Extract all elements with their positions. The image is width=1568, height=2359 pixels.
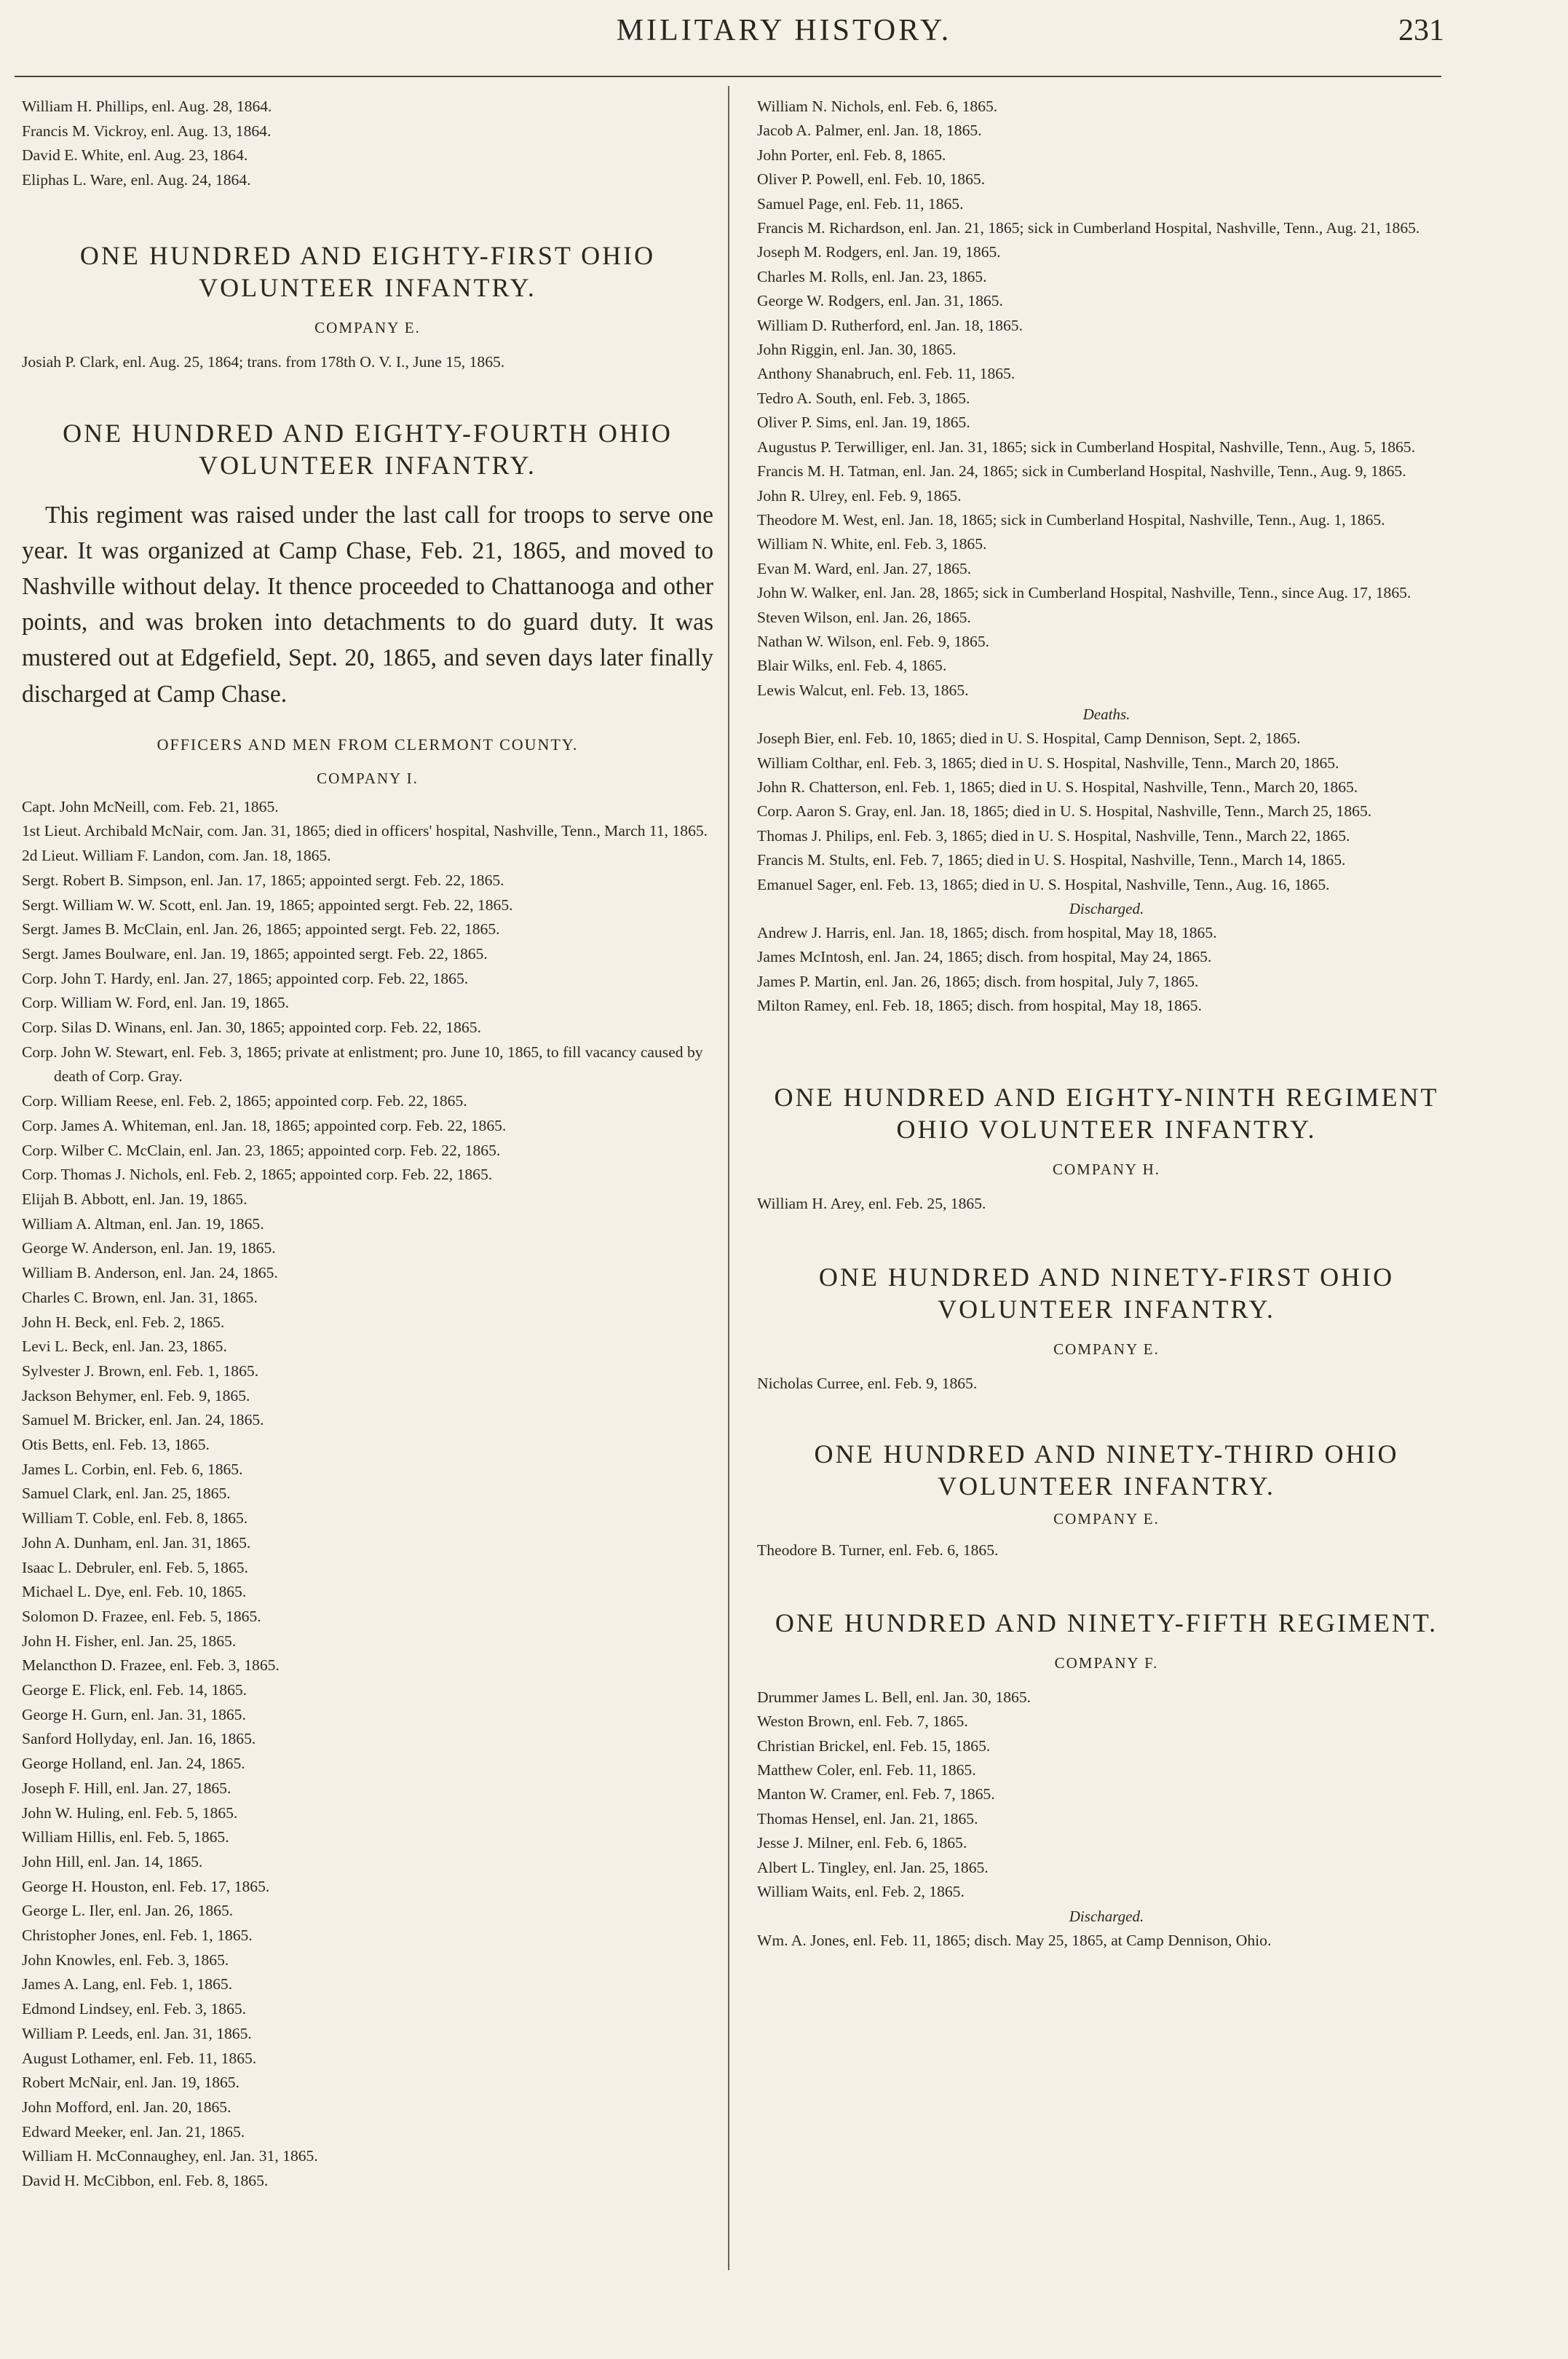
- roster-entry: Blair Wilks, enl. Feb. 4, 1865.: [757, 657, 947, 675]
- roster-entry: William N. White, enl. Feb. 3, 1865.: [757, 535, 987, 553]
- roster-entry: Sylvester J. Brown, enl. Feb. 1, 1865.: [22, 1362, 259, 1380]
- roster-entry: John Riggin, enl. Jan. 30, 1865.: [757, 341, 957, 359]
- roster-entry: Andrew J. Harris, enl. Jan. 18, 1865; disch. from hospital, May 18, 1865.: [757, 924, 1217, 941]
- roster-entry: Francis M. H. Tatman, enl. Jan. 24, 1865; sick in Cumberland Hospital, Nashville, Tenn., Aug. 9, 1865.: [757, 462, 1406, 481]
- left-column: [22, 95, 713, 2194]
- section-181st: [22, 240, 713, 375]
- page-header: [0, 13, 1568, 57]
- roster-entry: Joseph M. Rodgers, enl. Jan. 19, 1865.: [757, 243, 1001, 261]
- roster-entry: Jacob A. Palmer, enl. Jan. 18, 1865.: [757, 122, 982, 140]
- roster-entry: Corp. John W. Stewart, enl. Feb. 3, 1865; private at enlistment; pro. June 10, 1865, to fill vacancy caused by death of Corp. Gray.: [22, 1043, 703, 1086]
- roster-entry: Joseph F. Hill, enl. Jan. 27, 1865.: [22, 1779, 231, 1797]
- roster-entry: Christopher Jones, enl. Feb. 1, 1865.: [22, 1927, 253, 1945]
- roster-entry: August Lothamer, enl. Feb. 11, 1865.: [22, 2049, 257, 2067]
- roster-entry: Levi L. Beck, enl. Jan. 23, 1865.: [22, 1337, 227, 1356]
- roster-entry: James A. Lang, enl. Feb. 1, 1865.: [22, 1975, 233, 1994]
- roster-entry: Francis M. Richardson, enl. Jan. 21, 1865; sick in Cumberland Hospital, Nashville, Tenn., Aug. 21, 1865.: [757, 219, 1420, 237]
- roster-list: [757, 1372, 1456, 1396]
- roster-entry: Joseph Bier, enl. Feb. 10, 1865; died in U. S. Hospital, Camp Dennison, Sept. 2, 1865.: [757, 730, 1301, 748]
- roster-entry: Jackson Behymer, enl. Feb. 9, 1865.: [22, 1386, 250, 1404]
- section-191st: [757, 1261, 1456, 1396]
- roster-entry: Edward Meeker, enl. Jan. 21, 1865.: [22, 2122, 245, 2141]
- section-193rd: [757, 1438, 1456, 1562]
- section-heading: ONE HUNDRED AND EIGHTY-NINTH REGIMENT OHIO VOLUNTEER INFANTRY.: [774, 1082, 1439, 1144]
- roster-entry: Solomon D. Frazee, enl. Feb. 5, 1865.: [22, 1607, 261, 1625]
- roster-entry: 2d Lieut. William F. Landon, com. Jan. 18, 1865.: [22, 847, 331, 865]
- company-heading: COMPANY E.: [1053, 1340, 1160, 1359]
- roster-entry: Evan M. Ward, enl. Jan. 27, 1865.: [757, 559, 972, 577]
- company-heading: COMPANY I.: [317, 769, 419, 787]
- intro-list: [22, 95, 713, 193]
- roster-entry: John A. Dunham, enl. Jan. 31, 1865.: [22, 1533, 251, 1552]
- roster-entry: John Hill, enl. Jan. 14, 1865.: [22, 1852, 203, 1870]
- roster-entry: Eliphas L. Ware, enl. Aug. 24, 1864.: [22, 171, 251, 189]
- roster-entry: Isaac L. Debruler, enl. Feb. 5, 1865.: [22, 1558, 248, 1576]
- roster-entry: George E. Flick, enl. Feb. 14, 1865.: [22, 1681, 248, 1699]
- company-heading: COMPANY E.: [1053, 1510, 1160, 1528]
- roster-entry: Edmond Lindsey, enl. Feb. 3, 1865.: [22, 2000, 247, 2018]
- roster-entry: Milton Ramey, enl. Feb. 18, 1865; disch. from hospital, May 18, 1865.: [757, 997, 1202, 1015]
- roster-entry: Corp. James A. Whiteman, enl. Jan. 18, 1865; appointed corp. Feb. 22, 1865.: [22, 1116, 507, 1134]
- roster-entry: Drummer James L. Bell, enl. Jan. 30, 1865.: [757, 1688, 1032, 1706]
- section-heading: ONE HUNDRED AND EIGHTY-FIRST OHIO VOLUNTEER INFANTRY.: [79, 240, 656, 302]
- section-195th: [757, 1607, 1456, 1953]
- section-heading: ONE HUNDRED AND NINETY-THIRD OHIO VOLUNTEER INFANTRY.: [814, 1439, 1399, 1501]
- roster-entry: John W. Huling, enl. Feb. 5, 1865.: [22, 1803, 238, 1822]
- company-heading: COMPANY H.: [1053, 1160, 1160, 1178]
- roster-entry: John Knowles, enl. Feb. 3, 1865.: [22, 1951, 229, 1969]
- roster-entry: Corp. Silas D. Winans, enl. Jan. 30, 1865; appointed corp. Feb. 22, 1865.: [22, 1019, 481, 1037]
- roster-entry: William B. Anderson, enl. Jan. 24, 1865.: [22, 1264, 278, 1282]
- roster-entry: Otis Betts, enl. Feb. 13, 1865.: [22, 1436, 210, 1454]
- roster-entry: Weston Brown, enl. Feb. 7, 1865.: [757, 1712, 968, 1731]
- roster-entry: James L. Corbin, enl. Feb. 6, 1865.: [22, 1460, 243, 1478]
- discharged-list: [757, 1929, 1456, 1953]
- roster-entry: Nathan W. Wilson, enl. Feb. 9, 1865.: [757, 632, 990, 650]
- roster-entry: William P. Leeds, enl. Jan. 31, 1865.: [22, 2024, 252, 2042]
- roster-entry: Corp. Thomas J. Nichols, enl. Feb. 2, 1865; appointed corp. Feb. 22, 1865.: [22, 1166, 493, 1184]
- roster-entry: Augustus P. Terwilliger, enl. Jan. 31, 1865; sick in Cumberland Hospital, Nashville, Tenn., Aug. 5, 1865.: [757, 438, 1415, 456]
- roster-entry: Michael L. Dye, enl. Feb. 10, 1865.: [22, 1583, 247, 1601]
- roster-entry: William H. Phillips, enl. Aug. 28, 1864.: [22, 98, 272, 115]
- roster-entry: John W. Walker, enl. Jan. 28, 1865; sick in Cumberland Hospital, Nashville, Tenn., since Aug. 17, 1865.: [757, 584, 1411, 602]
- roster-entry: Thomas Hensel, enl. Jan. 21, 1865.: [757, 1809, 978, 1827]
- roster-list: [22, 350, 713, 375]
- roster-entry: William N. Nichols, enl. Feb. 6, 1865.: [757, 98, 998, 115]
- roster-entry: John H. Beck, enl. Feb. 2, 1865.: [22, 1313, 225, 1331]
- roster-entry: Sergt. Robert B. Simpson, enl. Jan. 17, 1865; appointed sergt. Feb. 22, 1865.: [22, 871, 504, 889]
- roster-entry: Manton W. Cramer, enl. Feb. 7, 1865.: [757, 1785, 995, 1803]
- roster-entry: Robert McNair, enl. Jan. 19, 1865.: [22, 2074, 239, 2092]
- roster-entry: Corp. Aaron S. Gray, enl. Jan. 18, 1865; died in U. S. Hospital, Nashville, Tenn., March 25, 1865.: [757, 802, 1372, 821]
- roster-entry: Samuel Page, enl. Feb. 11, 1865.: [757, 194, 964, 213]
- roster-entry: Elijah B. Abbott, enl. Jan. 19, 1865.: [22, 1190, 248, 1208]
- roster-entry: Capt. John McNeill, com. Feb. 21, 1865.: [22, 797, 279, 815]
- roster-entry: Sanford Hollyday, enl. Jan. 16, 1865.: [22, 1730, 256, 1748]
- section-heading: ONE HUNDRED AND EIGHTY-FOURTH OHIO VOLUNTEER INFANTRY.: [63, 418, 673, 480]
- header-rule: [15, 76, 1441, 77]
- roster-entry: William A. Altman, enl. Jan. 19, 1865.: [22, 1214, 264, 1233]
- roster-entry: James McIntosh, enl. Jan. 24, 1865; disch. from hospital, May 24, 1865.: [757, 948, 1212, 966]
- discharged-heading: Discharged.: [1069, 900, 1144, 917]
- deaths-list: [757, 727, 1456, 897]
- roster-entry: Sergt. James Boulware, enl. Jan. 19, 1865; appointed sergt. Feb. 22, 1865.: [22, 944, 488, 963]
- roster-entry: Oliver P. Powell, enl. Feb. 10, 1865.: [757, 170, 986, 189]
- discharged-list: [757, 921, 1456, 1019]
- roster-entry: Emanuel Sager, enl. Feb. 13, 1865; died in U. S. Hospital, Nashville, Tenn., Aug. 16, 1865.: [757, 875, 1330, 893]
- page-number: 231: [1398, 14, 1444, 47]
- section-heading: ONE HUNDRED AND NINETY-FIRST OHIO VOLUNTEER INFANTRY.: [818, 1263, 1395, 1324]
- roster-entry: Corp. John T. Hardy, enl. Jan. 27, 1865; appointed corp. Feb. 22, 1865.: [22, 969, 469, 987]
- section-184th: [22, 417, 713, 2194]
- company-heading: COMPANY E.: [314, 318, 421, 336]
- roster-entry: Sergt. James B. McClain, enl. Jan. 26, 1865; appointed sergt. Feb. 22, 1865.: [22, 920, 500, 939]
- roster-entry: Steven Wilson, enl. Jan. 26, 1865.: [757, 608, 971, 626]
- roster-entry: Francis M. Stults, enl. Feb. 7, 1865; died in U. S. Hospital, Nashville, Tenn., March 14, 1865.: [757, 851, 1346, 869]
- roster-list: [757, 95, 1456, 703]
- roster-entry: Albert L. Tingley, enl. Jan. 25, 1865.: [757, 1858, 989, 1876]
- roster-entry: Josiah P. Clark, enl. Aug. 25, 1864; trans. from 178th O. V. I., June 15, 1865.: [22, 352, 505, 371]
- roster-entry: 1st Lieut. Archibald McNair, com. Jan. 31, 1865; died in officers' hospital, Nashville, Tenn., March 11, 1865.: [22, 822, 708, 840]
- roster-entry: Christian Brickel, enl. Feb. 15, 1865.: [757, 1736, 991, 1755]
- roster-entry: Charles C. Brown, enl. Jan. 31, 1865.: [22, 1288, 258, 1306]
- roster-entry: John Mofford, enl. Jan. 20, 1865.: [22, 2098, 231, 2116]
- roster-entry: John H. Fisher, enl. Jan. 25, 1865.: [22, 1632, 237, 1650]
- roster-entry: George W. Rodgers, enl. Jan. 31, 1865.: [757, 292, 1003, 310]
- roster-entry: John R. Chatterson, enl. Feb. 1, 1865; died in U. S. Hospital, Nashville, Tenn., March 20, 1865.: [757, 778, 1358, 796]
- roster-entry: Nicholas Curree, enl. Feb. 9, 1865.: [757, 1375, 978, 1393]
- roster-entry: Charles M. Rolls, enl. Jan. 23, 1865.: [757, 267, 987, 285]
- roster-entry: Tedro A. South, enl. Feb. 3, 1865.: [757, 389, 970, 407]
- roster-entry: Corp. William Reese, enl. Feb. 2, 1865; appointed corp. Feb. 22, 1865.: [22, 1092, 467, 1110]
- roster-entry: William Hillis, enl. Feb. 5, 1865.: [22, 1828, 229, 1846]
- roster-entry: Sergt. William W. W. Scott, enl. Jan. 19, 1865; appointed sergt. Feb. 22, 1865.: [22, 896, 513, 914]
- roster-entry: William D. Rutherford, enl. Jan. 18, 1865.: [757, 316, 1023, 334]
- regiment-history-paragraph: This regiment was raised under the last call for troops to serve one year. It was organized at Camp Chase, Feb. 21, 1865, and moved to Nashville without delay. It thence proceeded to Chattanooga and other points, and was broken into detachments to do guard duty. It was mustered out at Edgefield, Sept. 20, 1865, and seven days later finally discharged at Camp Chase.: [22, 501, 713, 708]
- roster-entry: George H. Gurn, enl. Jan. 31, 1865.: [22, 1705, 246, 1723]
- roster-entry: William T. Coble, enl. Feb. 8, 1865.: [22, 1509, 248, 1528]
- roster-entry: William H. McConnaughey, enl. Jan. 31, 1865.: [22, 2147, 318, 2165]
- company-heading: COMPANY F.: [1054, 1653, 1159, 1672]
- deaths-heading: Deaths.: [1082, 706, 1131, 724]
- roster-list: [757, 1538, 1456, 1562]
- roster-entry: Corp. Wilber C. McClain, enl. Jan. 23, 1865; appointed corp. Feb. 22, 1865.: [22, 1141, 501, 1159]
- roster-entry: James P. Martin, enl. Jan. 26, 1865; disch. from hospital, July 7, 1865.: [757, 972, 1199, 990]
- roster-entry: William Waits, enl. Feb. 2, 1865.: [757, 1883, 965, 1901]
- roster-entry: George L. Iler, enl. Jan. 26, 1865.: [22, 1902, 234, 1920]
- roster-entry: Melancthon D. Frazee, enl. Feb. 3, 1865.: [22, 1656, 280, 1675]
- roster-entry: George W. Anderson, enl. Jan. 19, 1865.: [22, 1239, 276, 1257]
- right-column: [757, 95, 1456, 1953]
- roster-entry: William Colthar, enl. Feb. 3, 1865; died in U. S. Hospital, Nashville, Tenn., March 20, 1865.: [757, 754, 1339, 772]
- roster-entry: David E. White, enl. Aug. 23, 1864.: [22, 146, 248, 165]
- roster-entry: Lewis Walcut, enl. Feb. 13, 1865.: [757, 681, 969, 699]
- roster-entry: Theodore M. West, enl. Jan. 18, 1865; sick in Cumberland Hospital, Nashville, Tenn., Aug. 1, 1865.: [757, 510, 1385, 529]
- running-title: MILITARY HISTORY.: [616, 14, 952, 47]
- roster-entry: William H. Arey, enl. Feb. 25, 1865.: [757, 1194, 986, 1212]
- roster-entry: John Porter, enl. Feb. 8, 1865.: [757, 146, 946, 164]
- roster-entry: Francis M. Vickroy, enl. Aug. 13, 1864.: [22, 122, 272, 140]
- officers-subheading: OFFICERS AND MEN FROM CLERMONT COUNTY.: [157, 735, 579, 754]
- roster-entry: Oliver P. Sims, enl. Jan. 19, 1865.: [757, 414, 970, 432]
- roster-entry: Matthew Coler, enl. Feb. 11, 1865.: [757, 1761, 976, 1779]
- column-divider: [728, 86, 729, 2270]
- discharged-heading: Discharged.: [1069, 1907, 1144, 1925]
- roster-list: [22, 795, 713, 2194]
- section-189th: [757, 1081, 1456, 1216]
- roster-entry: Samuel Clark, enl. Jan. 25, 1865.: [22, 1485, 231, 1503]
- roster-entry: George Holland, enl. Jan. 24, 1865.: [22, 1755, 245, 1773]
- roster-entry: David H. McCibbon, enl. Feb. 8, 1865.: [22, 2172, 269, 2190]
- roster-entry: Theodore B. Turner, enl. Feb. 6, 1865.: [757, 1541, 999, 1560]
- roster-entry: Anthony Shanabruch, enl. Feb. 11, 1865.: [757, 365, 1015, 383]
- roster-list: [757, 1192, 1456, 1216]
- roster-list: [757, 1686, 1456, 1905]
- roster-entry: Jesse J. Milner, enl. Feb. 6, 1865.: [757, 1834, 967, 1852]
- roster-entry: Wm. A. Jones, enl. Feb. 11, 1865; disch. May 25, 1865, at Camp Dennison, Ohio.: [757, 1931, 1272, 1949]
- roster-entry: John R. Ulrey, enl. Feb. 9, 1865.: [757, 486, 962, 505]
- roster-entry: George H. Houston, enl. Feb. 17, 1865.: [22, 1877, 270, 1895]
- roster-entry: Corp. William W. Ford, enl. Jan. 19, 1865.: [22, 994, 290, 1012]
- roster-entry: Thomas J. Philips, enl. Feb. 3, 1865; died in U. S. Hospital, Nashville, Tenn., March 22, 1865.: [757, 826, 1350, 845]
- roster-entry: Samuel M. Bricker, enl. Jan. 24, 1865.: [22, 1411, 264, 1429]
- section-heading: ONE HUNDRED AND NINETY-FIFTH REGIMENT.: [775, 1608, 1438, 1637]
